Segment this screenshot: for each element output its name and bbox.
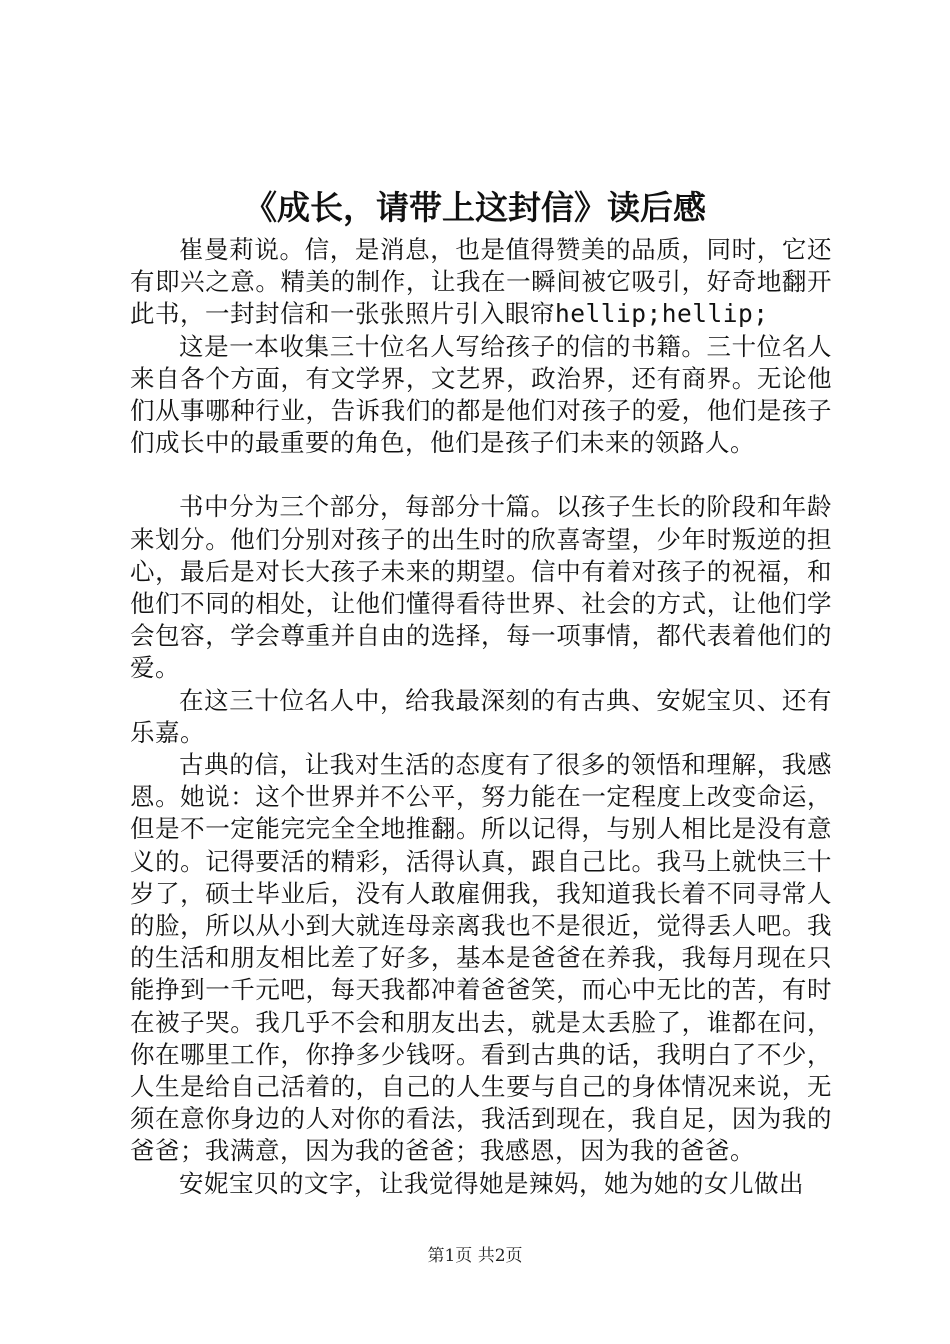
paragraph-favorites: 在这三十位名人中，给我最深刻的有古典、安妮宝贝、还有乐嘉。 <box>130 685 832 747</box>
paragraph-book-overview: 这是一本收集三十位名人写给孩子的信的书籍。三十位名人来自各个方面，有文学界，文艺界，政治界，还有商界。无论他们从事哪种行业，告诉我们的都是他们对孩子的爱，他们是孩子们成长中的最重要的角色，他们是孩子们未来的领路人。 <box>130 331 832 458</box>
paragraph-annie-baby: 安妮宝贝的文字，让我觉得她是辣妈，她为她的女儿做出 <box>179 1168 804 1198</box>
document-body <box>130 234 832 1200</box>
paragraph-intro: 崔曼莉说。信，是消息，也是值得赞美的品质，同时，它还有即兴之意。精美的制作，让我在一瞬间被它吸引，好奇地翻开此书，一封封信和一张张照片引入眼帘hellip;hellip; <box>130 235 832 329</box>
page-number-footer: 第1页 共2页 <box>427 1246 523 1266</box>
document-title: 《成长，请带上这封信》读后感 <box>244 188 706 227</box>
paragraph-book-structure: 书中分为三个部分，每部分十篇。以孩子生长的阶段和年龄来划分。他们分别对孩子的出生时的欣喜寄望，少年时叛逆的担心，最后是对长大孩子未来的期望。信中有着对孩子的祝福，和他们不同的相处，让他们懂得看待世界、社会的方式，让他们学会包容，学会尊重并自由的选择，每一项事情，都代表着他们的爱。 <box>130 492 832 683</box>
paragraph-gudian: 古典的信，让我对生活的态度有了很多的领悟和理解，我感恩。她说：这个世界并不公平，努力能在一定程度上改变命运，但是不一定能完完全全地推翻。所以记得，与别人相比是没有意义的。记得要活的精彩，活得认真，跟自己比。我马上就快三十岁了，硕士毕业后，没有人敢雇佣我，我知道我长着不同寻常人的脸，所以从小到大就连母亲离我也不是很近，觉得丢人吧。我的生活和朋友相比差了好多，基本是爸爸在养我，我每月现在只能挣到一千元吧，每天我都冲着爸爸笑，而心中无比的苦，有时在被子哭。我几乎不会和朋友出去，就是太丢脸了，谁都在问，你在哪里工作，你挣多少钱呀。看到古典的话，我明白了不少，人生是给自己活着的，自己的人生要与自己的身体情况来说，无须在意你身边的人对你的看法，我活到现在，我自足，因为我的爸爸；我满意，因为我的爸爸；我感恩，因为我的爸爸。 <box>130 750 832 1166</box>
